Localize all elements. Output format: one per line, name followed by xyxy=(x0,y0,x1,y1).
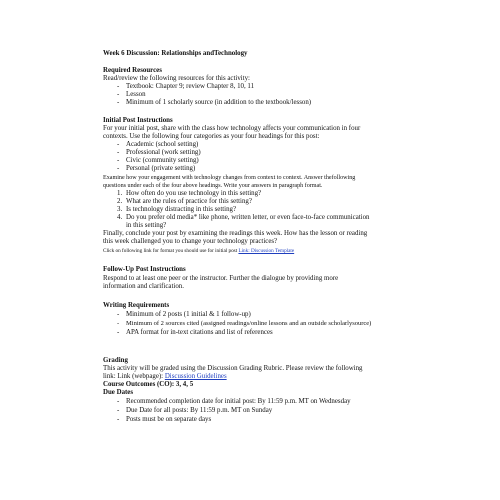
list-item: - Professional (work setting) xyxy=(117,149,201,156)
examine-line-1: Examine how your engagement with technology changes from context to context. Answer thefollowing xyxy=(103,175,356,181)
required-resources-heading: Required Resources xyxy=(103,67,162,74)
course-outcomes: Course Outcomes (CO): 3, 4, 5 xyxy=(103,381,194,388)
bullet-glyph: - xyxy=(117,320,120,327)
follow-up-line-1: Respond to at least one peer or the instructor. Further the dialogue by providing more xyxy=(103,275,339,282)
bullet-glyph: - xyxy=(117,83,120,90)
finally-line-1: Finally, conclude your post by examining the readings this week. How has the lesson or reading xyxy=(103,230,368,237)
bullet-glyph: - xyxy=(117,91,120,98)
examine-line-2: questions under each of the four above headings. Write your answers in paragraph format. xyxy=(103,183,323,189)
numbered-item: 2. What are the rules of practice for this setting? xyxy=(117,198,252,205)
bullet-glyph: - xyxy=(117,311,120,318)
initial-post-intro-2: contexts. Use the following four categories as your four headings for this post: xyxy=(103,133,320,140)
discussion-guidelines-link[interactable]: Discussion Guidelines xyxy=(164,373,227,380)
list-item: - Recommended completion date for initial post: By 11:59 p.m. MT on Wednesday xyxy=(117,398,351,405)
follow-up-heading: Follow-Up Post Instructions xyxy=(103,266,186,273)
bullet-glyph: - xyxy=(117,407,120,414)
bullet-glyph: - xyxy=(117,99,120,106)
bullet-glyph: - xyxy=(117,149,120,156)
due-dates-heading: Due Dates xyxy=(103,389,134,396)
required-resources-intro: Read/review the following resources for this activity: xyxy=(103,75,250,82)
numbered-item: 1. How often do you use technology in this setting? xyxy=(117,190,262,197)
question-4-continuation: in this setting? xyxy=(126,222,167,229)
list-item: - Posts must be on separate days xyxy=(117,416,212,423)
writing-requirements-heading: Writing Requirements xyxy=(103,302,170,309)
bullet-glyph: - xyxy=(117,416,120,423)
list-item: - Personal (private setting) xyxy=(117,165,196,172)
finally-line-2: this week challenged you to change your technology practices? xyxy=(103,238,278,245)
list-item: - Due Date for all posts: By 11:59 p.m. MT on Sunday xyxy=(117,407,273,414)
bullet-glyph: - xyxy=(117,329,120,336)
bullet-glyph: - xyxy=(117,157,120,164)
grading-line-2: link: Link (webpage): Discussion Guidelines xyxy=(103,373,227,380)
bullet-glyph: - xyxy=(117,165,120,172)
list-item: - Minimum of 2 posts (1 initial & 1 follow-up) xyxy=(117,311,251,318)
list-item: - Lesson xyxy=(117,91,146,98)
bullet-glyph: - xyxy=(117,398,120,405)
grading-heading: Grading xyxy=(103,357,128,364)
list-item: - APA format for in-text citations and list of references xyxy=(117,329,273,336)
discussion-template-link[interactable]: Link: Discussion Template xyxy=(238,248,295,254)
bullet-glyph: - xyxy=(117,141,120,148)
page-title: Week 6 Discussion: Relationships andTechnology xyxy=(103,50,248,57)
follow-up-line-2: information and clarification. xyxy=(103,283,184,290)
list-item: - Minimum of 1 scholarly source (in addition to the textbook/lesson) xyxy=(117,99,312,106)
list-item: - Minimum of 2 sources cited (assigned readings/online lessons and an outside scholarlysource) xyxy=(117,320,372,327)
initial-post-heading: Initial Post Instructions xyxy=(103,117,173,124)
list-item: - Academic (school setting) xyxy=(117,141,199,148)
grading-line-1: This activity will be graded using the Discussion Grading Rubric. Please review the following xyxy=(103,365,363,372)
list-item: - Civic (community setting) xyxy=(117,157,199,164)
numbered-item: 3. Is technology distracting in this setting? xyxy=(117,206,237,213)
list-item: - Textbook: Chapter 9; review Chapter 8, 10, 11 xyxy=(117,83,255,90)
initial-post-intro-1: For your initial post, share with the class how technology affects your communication in four xyxy=(103,125,361,132)
template-instruction: Click on following link for format you should use for initial post Link: Discussion Template xyxy=(103,248,295,254)
numbered-item: 4. Do you prefer old media* like phone, written letter, or even face-to-face communication xyxy=(117,214,370,221)
